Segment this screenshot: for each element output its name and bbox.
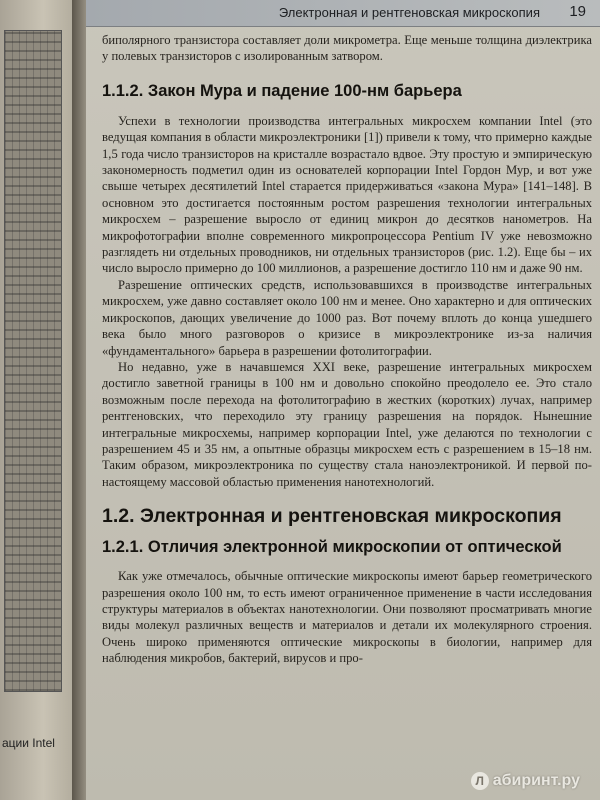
- intro-paragraph: биполярного транзистора составляет доли микрометра. Еще меньше толщина диэлектрика у полевых транзисторов с изолированным затвором.: [102, 33, 592, 64]
- section-1-2-heading: 1.2. Электронная и рентгеновская микроскопия: [102, 505, 562, 528]
- paragraph: Но недавно, уже в начавшемся XXI веке, разрешение интегральных микросхем достигло заветной границы в 100 нм и довольно спокойно преодолело ее. Это стало возможным после перехода на фотолитографию в жестких (коротких) лучах, например рентгеновских, что переходило эту границу разрешения на порядок. Нынешние интегральные микросхемы, например корпорации Intel, уже делаются по технологии с разрешением 45 и 35 нм, а опытные образцы микросхем есть с разрешением в 15–18 нм. Таким образом, микроэлектроника по существу стала наноэлектроникой. И первой по-настоящему массовой областью применения нанотехнологий.: [102, 359, 592, 489]
- paragraph: Как уже отмечалось, обычные оптические микроскопы имеют барьер геометрического разрешения около 100 нм, то есть имеют ограниченное применение в части исследования структуры материалов в объектах нанотехнологии. Они позволяют просматривать многие виды молекул различных веществ и материалов и детали их молекулярного строения. Очень широко применяются оптические микроскопы в биологии, например для наблюдения микробов, бактерий, вирусов и про-: [102, 569, 592, 666]
- section-1-1-2-heading: 1.1.2. Закон Мура и падение 100-нм барьера: [102, 81, 462, 100]
- page-number: 19: [569, 3, 586, 20]
- figure-caption-fragment: ации Intel: [2, 736, 55, 750]
- paragraph: Успехи в технологии производства интегральных микросхем компании Intel (это ведущая компания в области микроэлектроники [1]) привели к тому, что примерно каждые 1,5 года число транзисторов на кристалле возрастало вдвое. Эту простую и эмпирическую закономерность подметил один из основателей корпорации Intel Гордон Мур, и вот уже свыше четырех десятилетий Intel старается придерживаться «закона Мура» [141–148]. В основном это достигается постоянным ростом разрешения технологии интегральных микросхем – разрешение выросло от единиц микрон до десятков нанометров. На микрофотографии вполне современного микропроцессора Pentium IV уже невозможно разглядеть ни отдельных проводников, ни отдельных транзисторов (рис. 1.2). Еще бы – их число выросло примерно до 100 миллионов, а разрешение достигло 110 нм и даже 90 нм.: [102, 113, 592, 276]
- labirint-watermark: [471, 772, 580, 790]
- chip-micrograph-figure: [4, 30, 62, 692]
- running-title: Электронная и рентгеновская микроскопия: [278, 5, 540, 20]
- section-1-2-1-heading: 1.2.1. Отличия электронной микроскопии от оптической: [102, 538, 562, 557]
- running-header: [86, 0, 600, 27]
- facing-page-edge: [0, 0, 72, 800]
- watermark-text: абиринт.ру: [492, 772, 580, 789]
- book-page: [86, 0, 600, 800]
- labirint-logo-icon: Л: [471, 772, 489, 790]
- paragraph: Разрешение оптических средств, использовавшихся в производстве интегральных микросхем, уже давно составляет около 100 нм и менее. Оно характерно и для оптических микроскопов, дающих увеличение до 1000 раз. Вот почему вплоть до конца ушедшего века было много разговоров о кризисе в микроэлектронике из-за наличия «фундаментального» барьера в разрешении фотолитографии.: [102, 277, 592, 358]
- page-content: [102, 32, 592, 667]
